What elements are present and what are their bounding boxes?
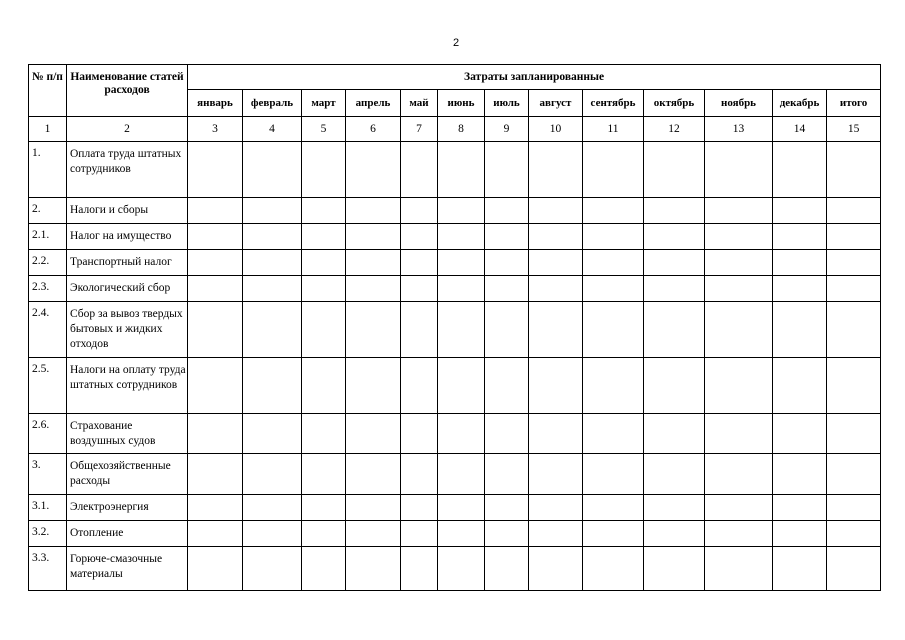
amount-cell: [644, 358, 705, 414]
amount-cell: [529, 414, 583, 454]
amount-cell: [485, 521, 529, 547]
amount-cell: [644, 224, 705, 250]
amount-cell: [485, 495, 529, 521]
amount-cell: [485, 224, 529, 250]
row-number: 3.1.: [29, 495, 67, 521]
table-row: [29, 142, 881, 198]
amount-cell: [243, 547, 302, 591]
amount-cell: [401, 495, 438, 521]
row-number: 3.3.: [29, 547, 67, 591]
expense-item-name: Транспортный налог: [67, 250, 188, 276]
amount-cell: [438, 454, 485, 495]
amount-cell: [302, 521, 346, 547]
amount-cell: [529, 547, 583, 591]
amount-cell: [773, 198, 827, 224]
amount-cell: [529, 198, 583, 224]
amount-cell: [705, 547, 773, 591]
amount-cell: [346, 495, 401, 521]
month-header: ноябрь: [705, 90, 773, 117]
amount-cell: [644, 495, 705, 521]
expense-item-name: Горюче-смазочные материалы: [67, 547, 188, 591]
month-header: март: [302, 90, 346, 117]
amount-cell: [243, 454, 302, 495]
column-number: 5: [302, 117, 346, 142]
amount-cell: [346, 414, 401, 454]
amount-cell: [644, 142, 705, 198]
month-header: октябрь: [644, 90, 705, 117]
amount-cell: [705, 358, 773, 414]
amount-cell: [705, 495, 773, 521]
amount-cell: [583, 454, 644, 495]
amount-cell: [346, 358, 401, 414]
amount-cell: [529, 358, 583, 414]
amount-cell: [243, 358, 302, 414]
table-body: [29, 142, 881, 591]
amount-cell: [827, 495, 881, 521]
column-number: 15: [827, 117, 881, 142]
amount-cell: [243, 198, 302, 224]
amount-cell: [485, 250, 529, 276]
amount-cell: [773, 414, 827, 454]
amount-cell: [583, 358, 644, 414]
row-number: 2.: [29, 198, 67, 224]
amount-cell: [773, 250, 827, 276]
amount-cell: [529, 302, 583, 358]
amount-cell: [485, 276, 529, 302]
amount-cell: [401, 454, 438, 495]
amount-cell: [243, 142, 302, 198]
amount-cell: [438, 250, 485, 276]
amount-cell: [485, 358, 529, 414]
amount-cell: [438, 198, 485, 224]
amount-cell: [485, 547, 529, 591]
column-number: 12: [644, 117, 705, 142]
amount-cell: [529, 521, 583, 547]
month-header: июль: [485, 90, 529, 117]
amount-cell: [773, 276, 827, 302]
amount-cell: [485, 142, 529, 198]
amount-cell: [705, 414, 773, 454]
amount-cell: [827, 276, 881, 302]
amount-cell: [583, 250, 644, 276]
amount-cell: [401, 414, 438, 454]
amount-cell: [827, 358, 881, 414]
amount-cell: [438, 142, 485, 198]
amount-cell: [827, 302, 881, 358]
amount-cell: [438, 414, 485, 454]
amount-cell: [773, 454, 827, 495]
column-number: 1: [29, 117, 67, 142]
amount-cell: [188, 358, 243, 414]
amount-cell: [243, 495, 302, 521]
amount-cell: [243, 224, 302, 250]
amount-cell: [401, 250, 438, 276]
column-number: 11: [583, 117, 644, 142]
amount-cell: [827, 142, 881, 198]
amount-cell: [302, 547, 346, 591]
row-number: 3.: [29, 454, 67, 495]
amount-cell: [438, 358, 485, 414]
amount-cell: [705, 454, 773, 495]
column-number: 4: [243, 117, 302, 142]
header-name: Наименование статей расходов: [67, 65, 188, 117]
amount-cell: [485, 414, 529, 454]
amount-cell: [346, 276, 401, 302]
page-number: 2: [452, 37, 460, 49]
column-number: 14: [773, 117, 827, 142]
amount-cell: [773, 547, 827, 591]
month-header: декабрь: [773, 90, 827, 117]
amount-cell: [485, 454, 529, 495]
amount-cell: [773, 142, 827, 198]
table-row: [29, 198, 881, 224]
column-number: 6: [346, 117, 401, 142]
column-number: 3: [188, 117, 243, 142]
column-number-row: [29, 117, 881, 142]
amount-cell: [188, 454, 243, 495]
header-num: № п/п: [29, 65, 67, 117]
column-number: 13: [705, 117, 773, 142]
amount-cell: [243, 414, 302, 454]
month-header: январь: [188, 90, 243, 117]
amount-cell: [827, 224, 881, 250]
column-number: 10: [529, 117, 583, 142]
amount-cell: [583, 224, 644, 250]
amount-cell: [302, 454, 346, 495]
amount-cell: [438, 302, 485, 358]
amount-cell: [644, 250, 705, 276]
amount-cell: [302, 358, 346, 414]
amount-cell: [485, 302, 529, 358]
amount-cell: [438, 521, 485, 547]
amount-cell: [644, 414, 705, 454]
amount-cell: [401, 521, 438, 547]
amount-cell: [827, 250, 881, 276]
amount-cell: [827, 454, 881, 495]
month-header: февраль: [243, 90, 302, 117]
amount-cell: [529, 224, 583, 250]
amount-cell: [188, 302, 243, 358]
amount-cell: [705, 250, 773, 276]
amount-cell: [243, 250, 302, 276]
table-row: [29, 224, 881, 250]
amount-cell: [188, 250, 243, 276]
amount-cell: [401, 142, 438, 198]
table-row: [29, 414, 881, 454]
amount-cell: [401, 302, 438, 358]
amount-cell: [827, 414, 881, 454]
amount-cell: [302, 224, 346, 250]
amount-cell: [529, 454, 583, 495]
amount-cell: [773, 358, 827, 414]
amount-cell: [401, 276, 438, 302]
amount-cell: [188, 142, 243, 198]
amount-cell: [302, 250, 346, 276]
amount-cell: [705, 142, 773, 198]
amount-cell: [583, 521, 644, 547]
table-row: [29, 454, 881, 495]
amount-cell: [529, 142, 583, 198]
amount-cell: [302, 198, 346, 224]
amount-cell: [346, 302, 401, 358]
amount-cell: [438, 547, 485, 591]
amount-cell: [401, 224, 438, 250]
expense-item-name: Экологический сбор: [67, 276, 188, 302]
amount-cell: [529, 276, 583, 302]
amount-cell: [773, 495, 827, 521]
amount-cell: [583, 142, 644, 198]
month-header: итого: [827, 90, 881, 117]
expense-item-name: Электроэнергия: [67, 495, 188, 521]
amount-cell: [302, 302, 346, 358]
amount-cell: [644, 454, 705, 495]
amount-cell: [644, 198, 705, 224]
month-header: май: [401, 90, 438, 117]
amount-cell: [644, 521, 705, 547]
expense-item-name: Налоги и сборы: [67, 198, 188, 224]
row-number: 3.2.: [29, 521, 67, 547]
amount-cell: [188, 521, 243, 547]
table-row: [29, 302, 881, 358]
amount-cell: [243, 302, 302, 358]
row-number: 2.3.: [29, 276, 67, 302]
amount-cell: [583, 547, 644, 591]
amount-cell: [773, 224, 827, 250]
amount-cell: [188, 198, 243, 224]
amount-cell: [438, 276, 485, 302]
amount-cell: [302, 142, 346, 198]
expense-item-name: Оплата труда штатных сотрудников: [67, 142, 188, 198]
amount-cell: [243, 276, 302, 302]
row-number: 2.1.: [29, 224, 67, 250]
amount-cell: [346, 250, 401, 276]
amount-cell: [644, 302, 705, 358]
amount-cell: [644, 276, 705, 302]
amount-cell: [346, 198, 401, 224]
amount-cell: [705, 224, 773, 250]
row-number: 1.: [29, 142, 67, 198]
amount-cell: [401, 198, 438, 224]
amount-cell: [583, 276, 644, 302]
amount-cell: [705, 302, 773, 358]
column-number: 2: [67, 117, 188, 142]
amount-cell: [644, 547, 705, 591]
table-row: [29, 276, 881, 302]
amount-cell: [827, 198, 881, 224]
amount-cell: [583, 495, 644, 521]
amount-cell: [773, 302, 827, 358]
amount-cell: [583, 414, 644, 454]
amount-cell: [401, 358, 438, 414]
amount-cell: [583, 198, 644, 224]
amount-cell: [827, 521, 881, 547]
planned-costs-table: [28, 64, 881, 591]
amount-cell: [705, 276, 773, 302]
amount-cell: [773, 521, 827, 547]
column-number: 9: [485, 117, 529, 142]
amount-cell: [529, 495, 583, 521]
amount-cell: [401, 547, 438, 591]
row-number: 2.2.: [29, 250, 67, 276]
expense-item-name: Страхование воздушных судов: [67, 414, 188, 454]
expense-item-name: Отопление: [67, 521, 188, 547]
amount-cell: [302, 495, 346, 521]
table-row: [29, 495, 881, 521]
month-header: август: [529, 90, 583, 117]
row-number: 2.4.: [29, 302, 67, 358]
amount-cell: [485, 198, 529, 224]
amount-cell: [243, 521, 302, 547]
month-header: июнь: [438, 90, 485, 117]
table-row: [29, 547, 881, 591]
month-header: апрель: [346, 90, 401, 117]
amount-cell: [302, 414, 346, 454]
amount-cell: [188, 414, 243, 454]
table-row: [29, 250, 881, 276]
header-planned-costs: Затраты запланированные: [188, 65, 881, 90]
expense-item-name: Сбор за вывоз твердых бытовых и жидких отходов: [67, 302, 188, 358]
amount-cell: [188, 495, 243, 521]
amount-cell: [346, 142, 401, 198]
amount-cell: [188, 224, 243, 250]
amount-cell: [346, 547, 401, 591]
row-number: 2.6.: [29, 414, 67, 454]
expense-item-name: Налоги на оплату труда штатных сотрудников: [67, 358, 188, 414]
amount-cell: [529, 250, 583, 276]
amount-cell: [346, 224, 401, 250]
column-number: 7: [401, 117, 438, 142]
table-row: [29, 358, 881, 414]
table-row: [29, 521, 881, 547]
amount-cell: [346, 521, 401, 547]
expense-item-name: Налог на имущество: [67, 224, 188, 250]
amount-cell: [302, 276, 346, 302]
amount-cell: [705, 521, 773, 547]
column-number: 8: [438, 117, 485, 142]
amount-cell: [827, 547, 881, 591]
amount-cell: [438, 224, 485, 250]
amount-cell: [438, 495, 485, 521]
row-number: 2.5.: [29, 358, 67, 414]
amount-cell: [346, 454, 401, 495]
month-header: сентябрь: [583, 90, 644, 117]
amount-cell: [583, 302, 644, 358]
header-row-1: [29, 65, 881, 90]
amount-cell: [188, 276, 243, 302]
amount-cell: [188, 547, 243, 591]
expense-item-name: Общехозяйственные расходы: [67, 454, 188, 495]
amount-cell: [705, 198, 773, 224]
